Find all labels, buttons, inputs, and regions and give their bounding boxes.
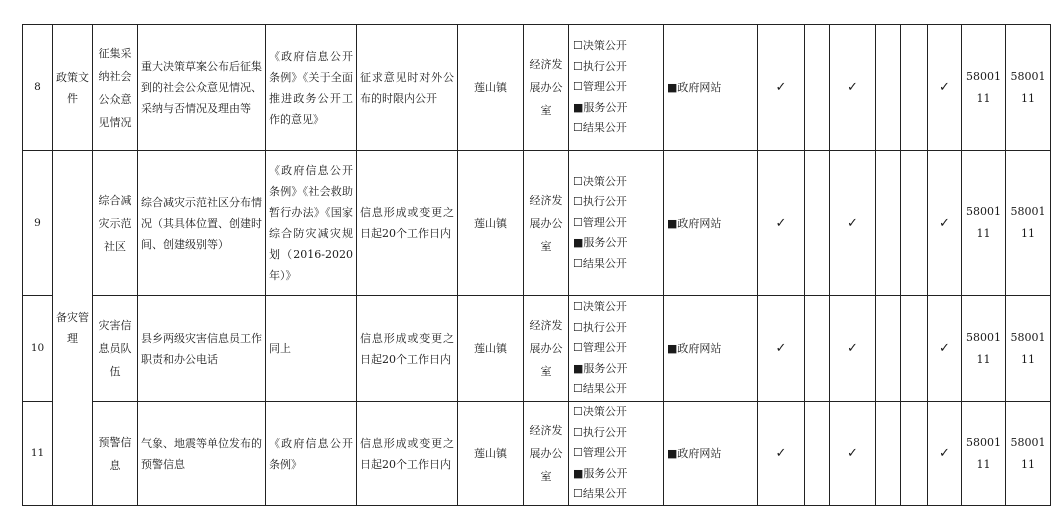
basis-cell: 《政府信息公开条例》 [266,402,357,506]
checkmark-icon: ✓ [758,402,805,506]
content-cell: 县乡两级灾害信息员工作职责和办公电话 [138,296,266,402]
department-cell: 经济发展办公室 [524,296,569,402]
option-service: ■服务公开 [573,100,628,114]
item-cell: 预警信息 [93,402,138,506]
option-management: ☐管理公开 [573,80,627,94]
option-execution: ☐执行公开 [573,195,627,209]
code-cell: 5800111 [962,25,1006,151]
department-cell: 经济发展办公室 [524,25,569,151]
option-execution: ☐执行公开 [573,425,627,439]
item-cell: 综合减灾示范社区 [93,151,138,296]
empty-cell [805,151,830,296]
channel-cell: ■政府网站 [664,402,758,506]
option-decision: ☐决策公开 [573,300,627,314]
content-cell: 综合减灾示范社区分布情况（其具体位置、创建时间、创建级别等） [138,151,266,296]
row-number: 9 [23,151,53,296]
option-service: ■服务公开 [573,361,628,375]
empty-cell [901,25,928,151]
option-decision: ☐决策公开 [573,39,627,53]
empty-cell [901,296,928,402]
disclosure-options [569,296,664,402]
empty-cell [876,402,901,506]
time-limit-cell: 征求意见时对外公布的时限内公开 [357,25,458,151]
disclosure-options [569,151,664,296]
empty-cell [901,402,928,506]
table-row [23,151,1051,296]
category-cell: 政策文件 [53,25,93,151]
option-management: ☐管理公开 [573,446,627,460]
checkmark-icon: ✓ [830,402,876,506]
disclosure-table [22,24,1051,506]
checkmark-icon: ✓ [830,151,876,296]
code-cell: 5800111 [962,296,1006,402]
empty-cell [876,296,901,402]
item-cell: 灾害信息员队伍 [93,296,138,402]
disclosure-options [569,25,664,151]
empty-cell [901,151,928,296]
time-limit-cell: 信息形成或变更之日起20个工作日内 [357,402,458,506]
checkmark-icon: ✓ [758,25,805,151]
time-limit-cell: 信息形成或变更之日起20个工作日内 [357,296,458,402]
empty-cell [805,25,830,151]
row-number: 11 [23,402,53,506]
checkmark-icon: ✓ [758,296,805,402]
department-cell: 经济发展办公室 [524,402,569,506]
option-result: ☐结果公开 [573,487,627,501]
option-result: ☐结果公开 [573,382,627,396]
empty-cell [805,402,830,506]
disclosure-options [569,402,664,506]
checkmark-icon: ✓ [830,296,876,402]
code-cell: 5800111 [1006,402,1051,506]
checkmark-icon: ✓ [758,151,805,296]
content-cell: 重大决策草案公布后征集到的社会公众意见情况、采纳与否情况及理由等 [138,25,266,151]
time-limit-cell: 信息形成或变更之日起20个工作日内 [357,151,458,296]
category-cell: 备灾管理 [53,151,93,506]
code-cell: 5800111 [1006,25,1051,151]
checkmark-icon: ✓ [928,402,962,506]
checkmark-icon: ✓ [928,25,962,151]
code-cell: 5800111 [1006,296,1051,402]
option-decision: ☐决策公开 [573,174,627,188]
basis-cell: 同上 [266,296,357,402]
code-cell: 5800111 [962,151,1006,296]
item-cell: 征集采纳社会公众意见情况 [93,25,138,151]
checkmark-icon: ✓ [928,151,962,296]
checkmark-icon: ✓ [928,296,962,402]
option-result: ☐结果公开 [573,256,627,270]
row-number: 8 [23,25,53,151]
option-execution: ☐执行公开 [573,59,627,73]
option-execution: ☐执行公开 [573,320,627,334]
subject-cell: 莲山镇 [458,402,524,506]
empty-cell [876,25,901,151]
empty-cell [876,151,901,296]
option-result: ☐结果公开 [573,121,627,135]
option-management: ☐管理公开 [573,215,627,229]
option-service: ■服务公开 [573,466,628,480]
empty-cell [805,296,830,402]
code-cell: 5800111 [1006,151,1051,296]
option-management: ☐管理公开 [573,341,627,355]
checkmark-icon: ✓ [830,25,876,151]
option-decision: ☐决策公开 [573,405,627,419]
basis-cell: 《政府信息公开条例》《关于全面推进政务公开工作的意见》 [266,25,357,151]
subject-cell: 莲山镇 [458,151,524,296]
channel-cell: ■政府网站 [664,25,758,151]
content-cell: 气象、地震等单位发布的预警信息 [138,402,266,506]
subject-cell: 莲山镇 [458,25,524,151]
subject-cell: 莲山镇 [458,296,524,402]
table-row [23,402,1051,506]
basis-cell: 《政府信息公开条例》《社会救助暂行办法》《国家综合防灾减灾规划（2016-2020年）》 [266,151,357,296]
department-cell: 经济发展办公室 [524,151,569,296]
code-cell: 5800111 [962,402,1006,506]
channel-cell: ■政府网站 [664,296,758,402]
option-service: ■服务公开 [573,236,628,250]
channel-cell: ■政府网站 [664,151,758,296]
row-number: 10 [23,296,53,402]
table-row [23,296,1051,402]
table-row [23,25,1051,151]
